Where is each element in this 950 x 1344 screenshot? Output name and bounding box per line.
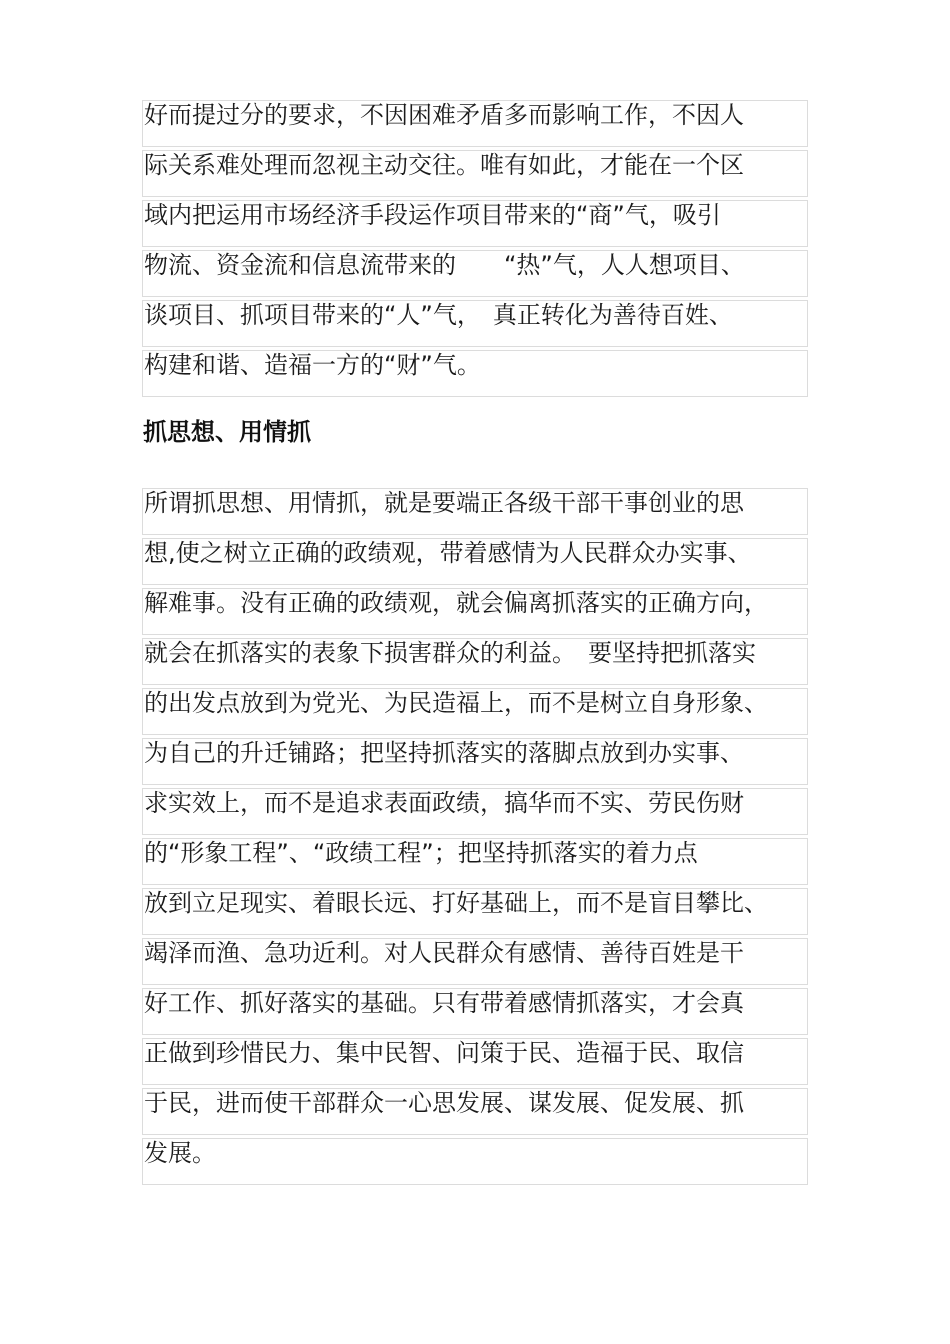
- line-text: 所谓抓思想、用情抓，就是要端正各级干部干事创业的思: [144, 489, 744, 517]
- line-text: 际关系难处理而忽视主动交往。唯有如此，才能在一个区: [144, 151, 744, 179]
- line-text: 好而提过分的要求，不因困难矛盾多而影响工作，不因人: [144, 101, 744, 129]
- paragraph-2: [142, 486, 808, 1186]
- line-text: 构建和谐、造福一方的“财”气。: [144, 351, 481, 379]
- line-text: 的出发点放到为党光、为民造福上，而不是树立自身形象、: [144, 689, 768, 717]
- text-line: [142, 486, 808, 536]
- text-line: [142, 1086, 808, 1136]
- line-text: 的“形象工程”、“政绩工程”；把坚持抓落实的着力点: [144, 839, 698, 867]
- text-line: [142, 348, 808, 398]
- line-text: 于民，进而使干部群众一心思发展、谋发展、促发展、抓: [144, 1089, 744, 1117]
- text-line: [142, 886, 808, 936]
- line-text: 求实效上，而不是追求表面政绩，搞华而不实、劳民伤财: [144, 789, 744, 817]
- line-text: 就会在抓落实的表象下损害群众的利益。 要坚持把抓落实: [144, 639, 756, 667]
- text-line: [142, 1036, 808, 1086]
- text-line: [142, 636, 808, 686]
- text-line: [142, 986, 808, 1036]
- text-line: [142, 936, 808, 986]
- text-line: [142, 686, 808, 736]
- line-text: 解难事。没有正确的政绩观，就会偏离抓落实的正确方向，: [144, 589, 768, 617]
- line-text: 竭泽而渔、急功近利。对人民群众有感情、善待百姓是干: [144, 939, 744, 967]
- text-line: [142, 786, 808, 836]
- text-line: [142, 1136, 808, 1186]
- line-text: 放到立足现实、着眼长远、打好基础上，而不是盲目攀比、: [144, 889, 768, 917]
- text-line: [142, 198, 808, 248]
- text-line: [142, 586, 808, 636]
- line-text: 好工作、抓好落实的基础。只有带着感情抓落实，才会真: [144, 989, 744, 1017]
- text-line: [142, 98, 808, 148]
- text-line: [142, 298, 808, 348]
- line-text: 物流、资金流和信息流带来的 “热”气，人人想项目、: [144, 251, 745, 279]
- section-heading: 抓思想、用情抓: [143, 418, 311, 446]
- text-line: [142, 248, 808, 298]
- text-line: [142, 536, 808, 586]
- line-text: 为自己的升迁铺路；把坚持抓落实的落脚点放到办实事、: [144, 739, 744, 767]
- line-text: 正做到珍惜民力、集中民智、问策于民、造福于民、取信: [144, 1039, 744, 1067]
- text-line: [142, 836, 808, 886]
- text-line: [142, 148, 808, 198]
- line-text: 谈项目、抓项目带来的“人”气， 真正转化为善待百姓、: [144, 301, 733, 329]
- line-text: 发展。: [144, 1139, 216, 1167]
- line-text: 域内把运用市场经济手段运作项目带来的“商”气，吸引: [144, 201, 721, 229]
- paragraph-1: [142, 98, 808, 398]
- text-line: [142, 736, 808, 786]
- line-text: 想,使之树立正确的政绩观，带着感情为人民群众办实事、: [144, 539, 752, 567]
